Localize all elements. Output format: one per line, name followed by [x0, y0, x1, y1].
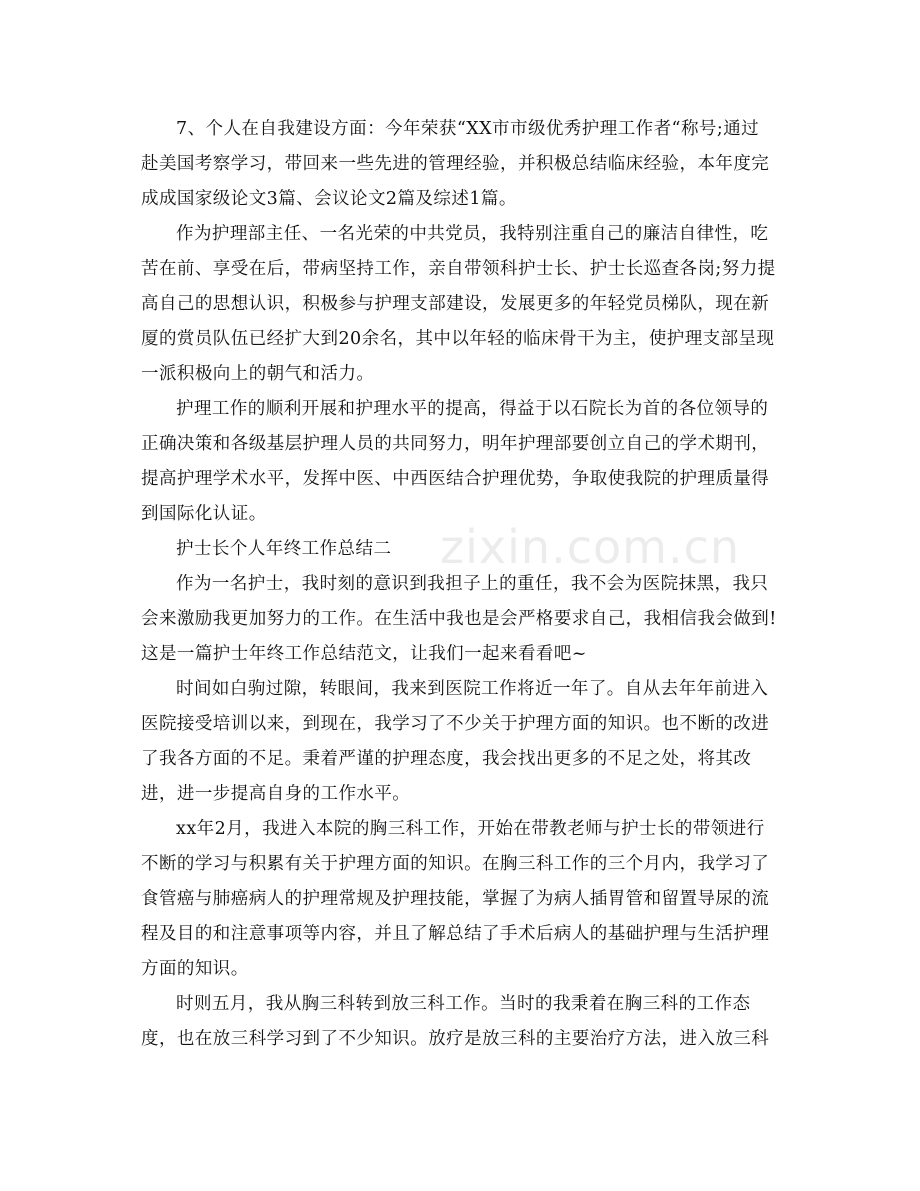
text-line: 提高护理学术水平，发挥中医、中西医结合护理优势，争取使我院的护理质量得 [141, 469, 770, 489]
text-line: 成成国家级论文3篇、会议论文2篇及综述1篇。 [141, 189, 517, 209]
paragraph [141, 987, 791, 1057]
text-line: 会来激励我更加努力的工作。在生活中我也是会严格要求自己，我相信我会做到! [141, 609, 777, 629]
text-line: 时间如白驹过隙，转眼间，我来到医院工作将近一年了。自从去年年前进入 [176, 679, 769, 699]
text-line: 不断的学习与积累有关于护理方面的知识。在胸三科工作的三个月内，我学习了 [141, 854, 770, 874]
paragraph [141, 812, 791, 987]
text-line: 作为护理部主任、一名光荣的中共党员，我特别注重自己的廉洁自律性，吃 [176, 224, 769, 244]
text-line: 进，进一步提高自身的工作水平。 [141, 784, 411, 804]
paragraph [141, 532, 791, 567]
text-line: 高自己的思想认识，积极参与护理支部建设，发展更多的年轻党员梯队，现在新 [141, 294, 770, 314]
paragraph [141, 672, 791, 812]
text-line: 厦的赏员队伍已经扩大到20余名，其中以年轻的临床骨干为主，使护理支部呈现 [141, 329, 775, 349]
text-line: 程及目的和注意事项等内容，并且了解总结了手术后病人的基础护理与生活护理 [141, 924, 770, 944]
text-line: 苦在前、享受在后，带病坚持工作，亲自带领科护士长、护士长巡查各岗;努力提 [141, 259, 776, 279]
text-line: 正确决策和各级基层护理人员的共同努力，明年护理部要创立自己的学术期刊， [141, 434, 770, 454]
paragraph [141, 217, 791, 392]
text-line: 时则五月，我从胸三科转到放三科工作。当时的我秉着在胸三科的工作态 [176, 994, 751, 1014]
paragraph [141, 112, 791, 217]
text-line: 医院接受培训以来，到现在，我学习了不少关于护理方面的知识。也不断的改进 [141, 714, 770, 734]
text-line: 一派积极向上的朝气和活力。 [141, 364, 375, 384]
text-line: 赴美国考察学习，带回来一些先进的管理经验，并积极总结临床经验，本年度完 [141, 154, 770, 174]
text-line: xx年2月，我进入本院的胸三科工作，开始在带教老师与护士长的带领进行 [176, 819, 765, 839]
text-line: 食管癌与肺癌病人的护理常规及护理技能，掌握了为病人插胃管和留置导尿的流 [141, 889, 770, 909]
paragraph [141, 567, 791, 672]
text-line: 护理工作的顺利开展和护理水平的提高，得益于以石院长为首的各位领导的 [176, 399, 769, 419]
text-line: 护士长个人年终工作总结二 [176, 539, 392, 559]
text-line: 作为一名护士，我时刻的意识到我担子上的重任，我不会为医院抹黑，我只 [176, 574, 769, 594]
text-line: 了我各方面的不足。秉着严谨的护理态度，我会找出更多的不足之处，将其改 [141, 749, 752, 769]
text-line: 到国际化认证。 [141, 504, 267, 524]
document-body [141, 112, 791, 1057]
text-line: 方面的知识。 [141, 959, 249, 979]
text-line: 这是一篇护士年终工作总结范文，让我们一起来看看吧~ [141, 644, 587, 664]
text-line: 7、个人在自我建设方面：今年荣获“XX市市级优秀护理工作者“称号;通过 [176, 119, 760, 139]
watermark: zixin.com.cn [440, 520, 741, 574]
paragraph [141, 392, 791, 532]
text-line: 度，也在放三科学习到了不少知识。放疗是放三科的主要治疗方法，进入放三科 [141, 1029, 770, 1049]
